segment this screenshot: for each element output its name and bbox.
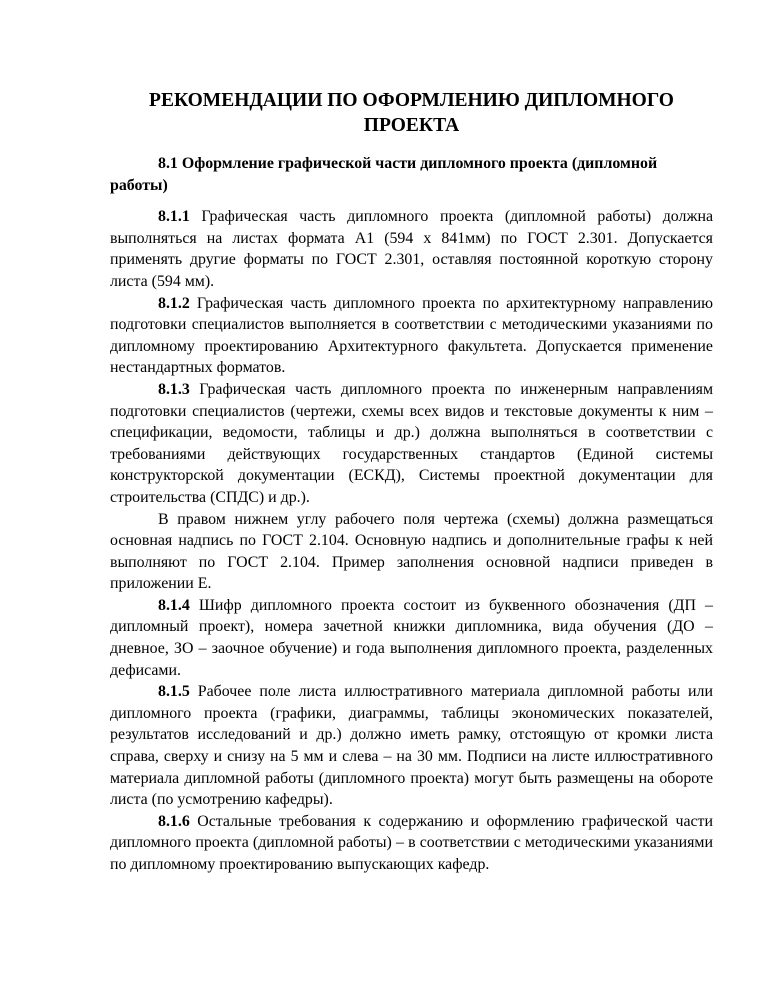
paragraph-8-1-4 — [110, 595, 713, 681]
document-title-line-2: ПРОЕКТА — [363, 115, 460, 136]
document-title — [110, 88, 713, 138]
paragraph-title-block — [110, 509, 713, 595]
paragraph-number: 8.1.5 — [158, 683, 190, 701]
paragraph-number: 8.1.6 — [158, 812, 190, 830]
paragraph-number: 8.1.4 — [158, 596, 190, 614]
paragraph-8-1-2 — [110, 293, 713, 379]
paragraph-number: 8.1.3 — [158, 380, 190, 398]
paragraph-text: Рабочее поле листа иллюстративного материала дипломной работы или дипломного проекта (графики, диаграммы, таблицы экономических показателей, результатов исследований и др.) должно иметь рамку, отстоящую от кромки листа справа, сверху и снизу на 5 мм и слева – на 30 мм. Подписи на листе иллюстративного материала дипломной работы (дипломного проекта) могут быть размещены на обороте листа (по усмотрению кафедры). — [110, 683, 713, 809]
paragraph-text: Графическая часть дипломного проекта по инженерным направлениям подготовки специалистов (чертежи, схемы всех видов и текстовые документы к ним – спецификации, ведомости, таблицы и др.) должна выполняться в соответствии с требованиями действующих государственных стандартов (Единой системы конструкторской документации (ЕСКД), Системы проектной документации для строительства (СПДС) и др.). — [110, 380, 713, 506]
paragraph-text: Графическая часть дипломного проекта по архитектурному направлению подготовки специалистов выполняется в соответствии с методическими указаниями по дипломному проектированию Архитектурного факультета. Допускается применение нестандартных форматов. — [110, 294, 713, 377]
paragraph-8-1-3 — [110, 379, 713, 509]
paragraph-8-1-5 — [110, 681, 713, 811]
paragraph-8-1-1 — [110, 206, 713, 292]
paragraph-number: 8.1.2 — [158, 294, 190, 312]
paragraph-8-1-6 — [110, 811, 713, 876]
paragraph-text: Графическая часть дипломного проекта (дипломной работы) должна выполняться на листах формата А1 (594 х 841мм) по ГОСТ 2.301. Допускается применять другие форматы по ГОСТ 2.301, оставляя постоянной короткую сторону листа (594 мм). — [110, 208, 713, 290]
paragraph-text: Шифр дипломного проекта состоит из буквенного обозначения (ДП – дипломный проект), номера зачетной книжки дипломника, вида обучения (ДО – дневное, ЗО – заочное обучение) и года выполнения дипломного проекта, разделенных дефисами. — [110, 596, 713, 679]
document-page — [110, 88, 713, 876]
document-title-line-1: РЕКОМЕНДАЦИИ ПО ОФОРМЛЕНИЮ ДИПЛОМНОГО — [149, 90, 674, 111]
paragraph-text: В правом нижнем углу рабочего поля чертежа (схемы) должна размещаться основная надпись по ГОСТ 2.104. Основную надпись и дополнительные графы к ней выполняют по ГОСТ 2.104. Пример заполнения основной надписи приведен в приложении Е. — [110, 510, 713, 593]
paragraph-number: 8.1.1 — [158, 208, 190, 226]
section-heading: 8.1 Оформление графической части дипломного проекта (дипломной работы) — [110, 155, 658, 194]
paragraph-text: Остальные требования к содержанию и оформлению графической части дипломного проекта (дипломной работы) – в соответствии с методическими указаниями по дипломному проектированию выпускающих кафедр. — [110, 812, 713, 873]
